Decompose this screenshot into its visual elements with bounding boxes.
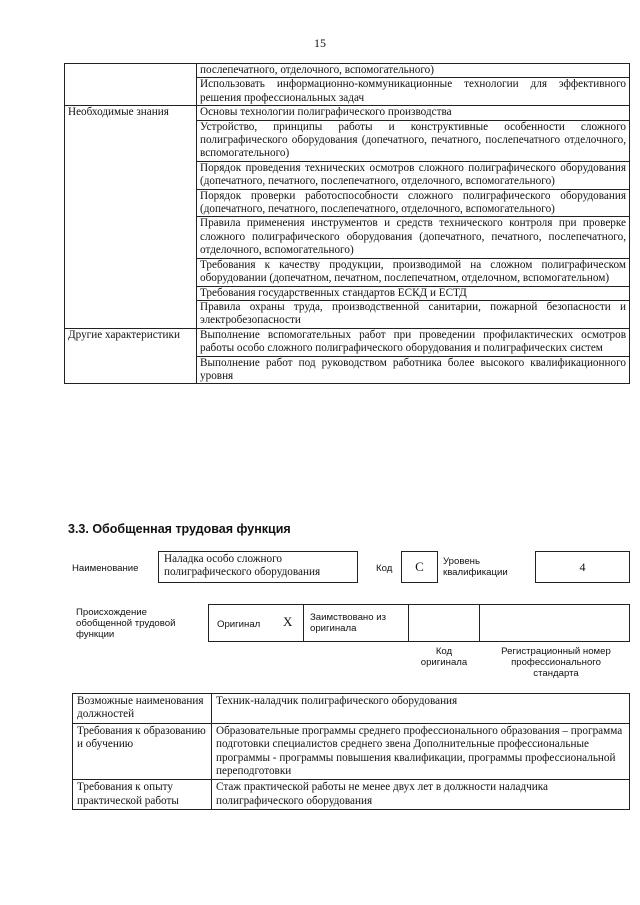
table-cell: Правила применения инструментов и средств технического контроля при проверке сложного полиграфического оборудования (допечатного, печатного, послепечатного, отделочного, вспомогательного) — [197, 217, 630, 258]
table-row — [73, 694, 630, 724]
row-label: Возможные наименования должностей — [73, 694, 212, 724]
page-number: 15 — [314, 36, 326, 50]
table-cell: Порядок проверки работоспособности сложного полиграфического оборудования (допечатного, печатного, послепечатного, отделочного, вспомогательного) — [197, 189, 630, 217]
row-label: Другие характеристики — [65, 328, 197, 384]
row-label: Требования к образованию и обучению — [73, 723, 212, 780]
table-cell: Требования к качеству продукции, производимой на сложном полиграфическом оборудовании (допечатном, печатном, послепечатном, отделочном, вспомогательном) — [197, 258, 630, 286]
table-cell: Устройство, принципы работы и конструктивные особенности сложного полиграфического оборудования (допечатного, печатного, послепечатного отделочного, вспомогательного) — [197, 120, 630, 161]
code-value: C — [401, 551, 438, 583]
row-label: Требования к опыту практической работы — [73, 780, 212, 810]
section-title: 3.3. Обобщенная трудовая функция — [68, 522, 291, 536]
original-label: Оригинал — [217, 619, 261, 630]
level-label: Уровень квалификации — [443, 556, 508, 578]
table-cell: Образовательные программы среднего профессионального образования – программа подготовки специалистов среднего звена Дополнительные профессиональные программы - программы повышения квалификации, программы профессиональной переподготовки — [212, 723, 630, 780]
table-cell: Требования государственных стандартов ЕСКД и ЕСТД — [197, 286, 630, 300]
table-cell: Использовать информационно-коммуникационные технологии для эффективного решения профессиональных задач — [197, 78, 630, 106]
table-cell: Выполнение работ под руководством работника более высокого квалификационного уровня — [197, 356, 630, 384]
divider — [479, 604, 480, 642]
table-cell: Стаж практической работы не менее двух лет в должности наладчика полиграфического оборудования — [212, 780, 630, 810]
level-value: 4 — [535, 551, 630, 583]
divider — [408, 604, 409, 642]
origin-frame — [208, 604, 630, 642]
reg-number-caption: Регистрационный номер профессионального стандарта — [501, 646, 611, 679]
table-cell: Основы технологии полиграфического производства — [197, 106, 630, 120]
borrowed-label: Заимствовано из оригинала — [310, 612, 386, 634]
table-cell: Выполнение вспомогательных работ при проведении профилактических осмотров работы особо сложного полиграфического оборудования и полиграфических систем — [197, 328, 630, 356]
table-row — [65, 106, 630, 120]
origin-label: Происхождение обобщенной трудовой функции — [76, 607, 176, 640]
table-row — [73, 780, 630, 810]
table-row — [65, 64, 630, 78]
knowledge-table — [64, 63, 630, 384]
code-original-caption: Код оригинала — [420, 646, 468, 668]
table-row — [73, 723, 630, 780]
name-value: Наладка особо сложного полиграфического оборудования — [158, 551, 358, 583]
table-row — [65, 328, 630, 356]
table-cell: Правила охраны труда, производственной санитарии, пожарной безопасности и электробезопасности — [197, 300, 630, 328]
requirements-table — [72, 693, 630, 810]
divider — [303, 604, 304, 642]
table-cell: Техник-наладчик полиграфического оборудования — [212, 694, 630, 724]
table-cell: послепечатного, отделочного, вспомогательного) — [197, 64, 630, 78]
row-label: Необходимые знания — [65, 106, 197, 329]
row-label — [65, 64, 197, 106]
table-cell: Порядок проведения технических осмотров сложного полиграфического оборудования (допечатного, печатного, послепечатного, отделочного, вспомогательного) — [197, 161, 630, 189]
name-label: Наименование — [72, 563, 139, 574]
code-label: Код — [376, 563, 393, 574]
original-mark: X — [283, 614, 293, 629]
